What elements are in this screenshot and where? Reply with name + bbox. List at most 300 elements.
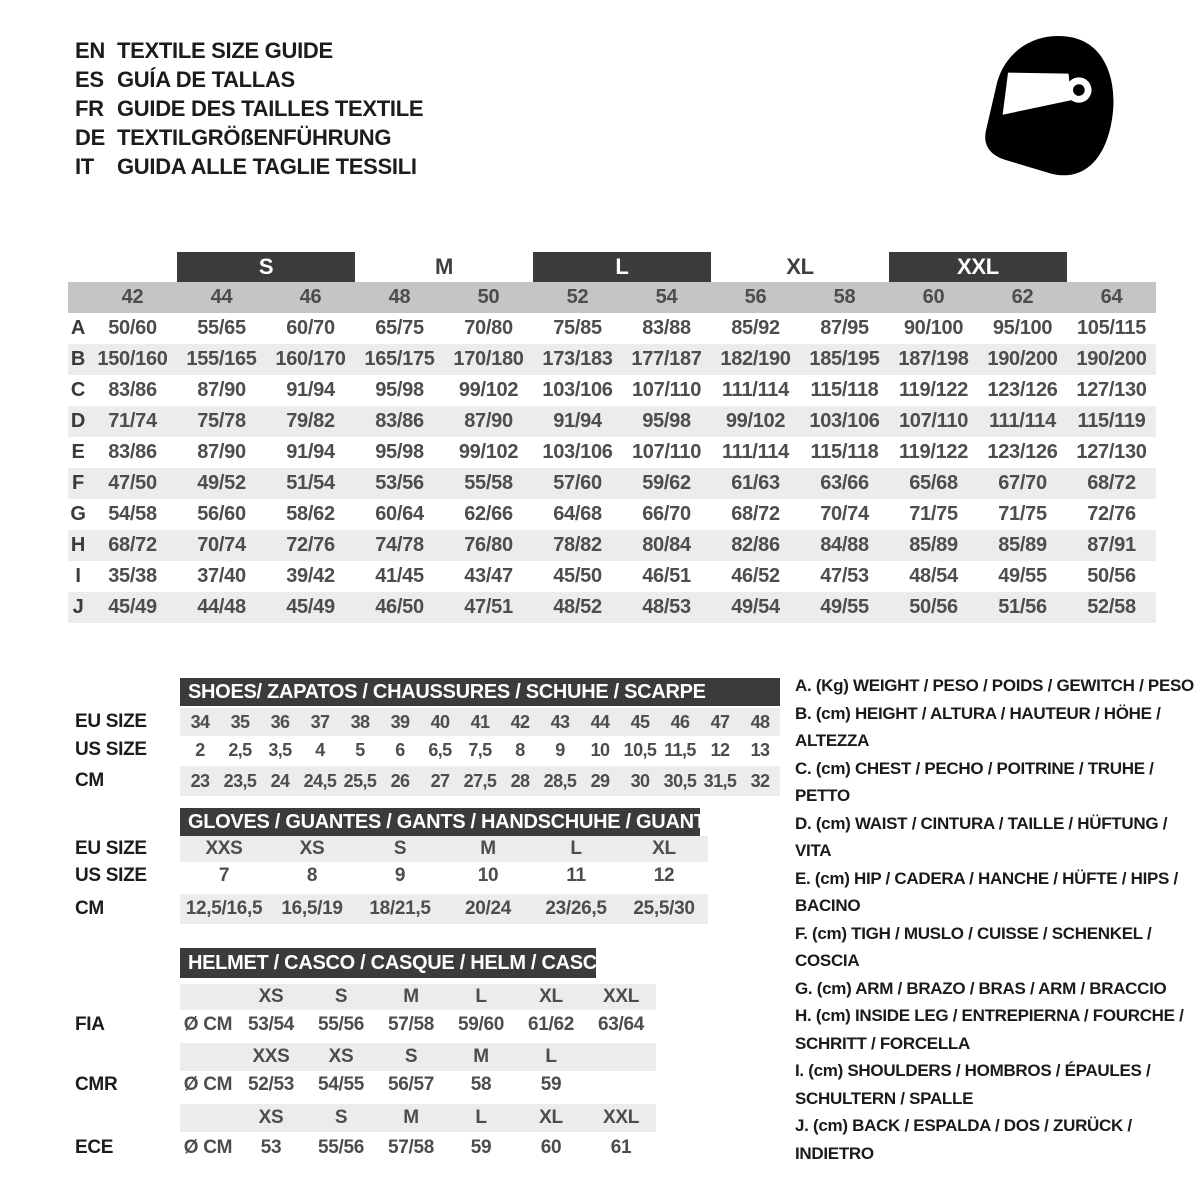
helmet-size: XXL — [602, 1107, 640, 1128]
shoe-eu-size: 42 — [510, 711, 530, 732]
measure-row-label: F — [72, 472, 84, 494]
shoe-eu-size: 46 — [670, 711, 690, 732]
measure-value: 155/165 — [186, 348, 257, 370]
shoe-eu-size: 40 — [430, 711, 450, 732]
helmet-size: M — [403, 1107, 419, 1128]
language-row — [75, 36, 423, 65]
measure-value: 95/100 — [992, 317, 1053, 339]
helmet-circumference: 55/56 — [317, 1137, 365, 1158]
shoes-cm-row — [180, 766, 780, 796]
helmet-ece-cm-row — [180, 1134, 656, 1162]
shoe-eu-size: 44 — [590, 711, 610, 732]
measure-value: 80/84 — [642, 534, 691, 556]
size-group-xl: XL — [786, 254, 814, 279]
shoe-cm-value: 23,5 — [223, 770, 257, 791]
legend-entry: J. (cm) BACK / ESPALDA / DOS / ZURÜCK / INDIETRO — [795, 1116, 1132, 1163]
measure-row-label: E — [71, 441, 85, 463]
measure-value: 95/98 — [375, 379, 424, 401]
helmet-size: M — [473, 1046, 489, 1067]
numeric-size: 60 — [922, 286, 945, 308]
legend-entry: H. (cm) INSIDE LEG / ENTREPIERNA / FOURCHE / SCHRITT / FORCELLA — [795, 1006, 1184, 1053]
helmet-fia-size-row — [180, 984, 656, 1010]
measure-value: 48/54 — [909, 565, 958, 587]
numeric-size: 54 — [655, 286, 678, 308]
shoe-cm-value: 30 — [630, 770, 650, 791]
measure-value: 99/102 — [458, 441, 519, 463]
measure-value: 68/72 — [108, 534, 157, 556]
glove-us-size: 12 — [653, 865, 675, 886]
language-code: EN — [75, 37, 105, 63]
numeric-size: 44 — [210, 286, 233, 308]
legend-entry: F. (cm) TIGH / MUSLO / CUISSE / SCHENKEL / COSCIA — [795, 923, 1152, 970]
shoe-us-size: 9 — [555, 739, 565, 760]
measure-value: 53/56 — [375, 472, 424, 494]
measure-value: 46/52 — [731, 565, 780, 587]
measure-value: 103/106 — [542, 379, 613, 401]
measure-value: 83/86 — [108, 379, 157, 401]
measure-value: 70/74 — [820, 503, 869, 525]
measure-value: 51/54 — [286, 472, 335, 494]
measure-value: 41/45 — [375, 565, 424, 587]
measure-value: 68/72 — [731, 503, 780, 525]
size-group-xxl: XXL — [889, 252, 1067, 282]
measure-value: 150/160 — [97, 348, 168, 370]
measure-row-label: B — [70, 348, 86, 370]
helmet-size: L — [545, 1046, 557, 1067]
helmet-size: XS — [258, 986, 284, 1007]
measure-value: 190/200 — [1076, 348, 1147, 370]
measure-value: 45/50 — [553, 565, 602, 587]
shoe-us-size: 2,5 — [228, 739, 252, 760]
legend-entry: C. (cm) CHEST / PECHO / POITRINE / TRUHE / PETTO — [795, 758, 1154, 805]
measure-value: 84/88 — [820, 534, 869, 556]
measure-value: 187/198 — [898, 348, 969, 370]
numeric-size: 56 — [744, 286, 767, 308]
language-row — [75, 123, 423, 152]
helmet-circumference: 52/53 — [247, 1074, 295, 1095]
measure-value: 43/47 — [464, 565, 513, 587]
helmet-size: S — [404, 1046, 418, 1067]
measure-value: 115/119 — [1077, 410, 1146, 432]
numeric-size: 46 — [299, 286, 322, 308]
measure-row-label: H — [70, 534, 86, 556]
helmet-ece-size-row — [180, 1104, 656, 1132]
helmet-circumference: 53 — [260, 1137, 282, 1158]
measure-value: 55/65 — [197, 317, 246, 339]
helmet-size: XL — [539, 986, 563, 1007]
measure-value: 119/122 — [898, 379, 969, 401]
numeric-size: 62 — [1011, 286, 1034, 308]
shoe-us-size: 8 — [515, 739, 525, 760]
measure-value: 35/38 — [108, 565, 157, 587]
measure-value: 71/75 — [909, 503, 958, 525]
legend-entry: D. (cm) WAIST / CINTURA / TAILLE / HÜFTUNG / VITA — [795, 813, 1168, 860]
measure-value: 83/88 — [642, 317, 691, 339]
shoes-us-size-row — [180, 736, 780, 764]
measure-value: 50/56 — [1087, 565, 1136, 587]
measure-value: 48/52 — [553, 596, 602, 618]
measure-value: 50/56 — [909, 596, 958, 618]
measure-value: 44/48 — [197, 596, 246, 618]
measure-value: 72/76 — [286, 534, 335, 556]
size-group-l: L — [533, 252, 711, 282]
measure-value: 47/51 — [464, 596, 513, 618]
measure-value: 115/118 — [810, 441, 879, 463]
shoe-eu-size: 47 — [710, 711, 730, 732]
measure-value: 76/80 — [464, 534, 513, 556]
measure-value: 105/115 — [1076, 317, 1147, 339]
measure-value: 49/55 — [820, 596, 869, 618]
measure-value: 85/89 — [998, 534, 1047, 556]
measure-value: 165/175 — [364, 348, 435, 370]
measure-value: 47/53 — [820, 565, 869, 587]
numeric-size: 50 — [477, 286, 500, 308]
glove-cm-value: 23/26,5 — [545, 898, 607, 919]
size-group-header-row — [68, 252, 1156, 282]
shoe-us-size: 12 — [710, 739, 730, 760]
helmet-circumference: 54/55 — [317, 1074, 365, 1095]
measure-value: 82/86 — [731, 534, 780, 556]
gloves-us-size-label: US SIZE — [75, 865, 147, 886]
shoe-eu-size: 48 — [750, 711, 770, 732]
measure-value: 55/58 — [464, 472, 513, 494]
measure-value: 95/98 — [375, 441, 424, 463]
measure-value: 75/85 — [553, 317, 602, 339]
shoe-us-size: 10,5 — [623, 739, 657, 760]
measure-value: 78/82 — [553, 534, 602, 556]
measure-value: 127/130 — [1076, 379, 1147, 401]
language-title-list — [75, 36, 423, 181]
language-code: FR — [75, 95, 104, 121]
helmet-unit: Ø CM — [183, 1014, 233, 1035]
measure-value: 45/49 — [108, 596, 157, 618]
measure-value: 70/80 — [464, 317, 513, 339]
measure-value: 83/86 — [375, 410, 424, 432]
helmet-circumference: 61/62 — [527, 1014, 575, 1035]
legend-entry: E. (cm) HIP / CADERA / HANCHE / HÜFTE / HIPS / BACINO — [795, 868, 1178, 915]
shoe-cm-value: 30,5 — [663, 770, 697, 791]
measure-row-a — [68, 313, 1156, 344]
shoes-eu-size-label: EU SIZE — [75, 711, 147, 732]
language-row — [75, 65, 423, 94]
glove-cm-value: 12,5/16,5 — [185, 898, 263, 919]
helmet-fia-label: FIA — [75, 1014, 105, 1035]
measure-value: 95/98 — [642, 410, 691, 432]
shoe-eu-size: 38 — [350, 711, 370, 732]
measure-value: 59/62 — [642, 472, 691, 494]
shoe-cm-value: 26 — [390, 770, 410, 791]
measure-value: 65/75 — [375, 317, 424, 339]
shoe-cm-value: 25,5 — [343, 770, 377, 791]
measure-row-i — [68, 561, 1156, 592]
helmet-section-title: HELMET / CASCO / CASQUE / HELM / CASCO — [180, 948, 596, 978]
measure-value: 51/56 — [998, 596, 1047, 618]
glove-cm-value: 16,5/19 — [281, 898, 343, 919]
measure-value: 119/122 — [898, 441, 969, 463]
shoe-cm-value: 27 — [430, 770, 450, 791]
shoe-us-size: 4 — [315, 739, 325, 760]
measure-value: 111/114 — [989, 410, 1056, 432]
measure-row-f — [68, 468, 1156, 499]
glove-cm-value: 25,5/30 — [633, 898, 695, 919]
measure-value: 72/76 — [1087, 503, 1136, 525]
measure-value: 190/200 — [987, 348, 1058, 370]
helmet-size: S — [334, 986, 348, 1007]
measure-value: 185/195 — [809, 348, 880, 370]
shoe-eu-size: 41 — [470, 711, 490, 732]
measure-row-d — [68, 406, 1156, 437]
shoe-cm-value: 31,5 — [703, 770, 737, 791]
measure-value: 99/102 — [458, 379, 519, 401]
measure-row-label: I — [75, 565, 81, 587]
measure-value: 107/110 — [898, 410, 969, 432]
measure-value: 66/70 — [642, 503, 691, 525]
shoes-cm-label: CM — [75, 770, 104, 791]
measure-value: 91/94 — [286, 441, 335, 463]
measure-value: 87/90 — [197, 441, 246, 463]
language-code: ES — [75, 66, 104, 92]
language-title: GUIDA ALLE TAGLIE TESSILI — [117, 153, 417, 179]
measure-value: 56/60 — [197, 503, 246, 525]
shoes-section-title: SHOES/ ZAPATOS / CHAUSSURES / SCHUHE / SCARPE — [180, 678, 780, 706]
helmet-circumference: 59/60 — [457, 1014, 505, 1035]
glove-eu-size: S — [393, 838, 407, 859]
measure-value: 50/60 — [108, 317, 157, 339]
shoe-eu-size: 34 — [190, 711, 210, 732]
racing-helmet-icon — [978, 28, 1126, 198]
helmet-size: XS — [258, 1107, 284, 1128]
helmet-fia-cm-row — [180, 1010, 656, 1040]
language-code: IT — [75, 153, 94, 179]
language-row — [75, 94, 423, 123]
shoe-us-size: 2 — [195, 739, 205, 760]
shoe-eu-size: 37 — [310, 711, 330, 732]
language-row — [75, 152, 423, 181]
glove-eu-size: XXS — [205, 838, 243, 859]
language-title: GUÍA DE TALLAS — [117, 66, 295, 92]
measure-value: 67/70 — [998, 472, 1047, 494]
measure-value: 46/51 — [642, 565, 691, 587]
shoe-cm-value: 23 — [190, 770, 210, 791]
shoe-cm-value: 32 — [750, 770, 770, 791]
measure-value: 85/92 — [731, 317, 780, 339]
gloves-cm-label: CM — [75, 898, 104, 919]
measure-value: 65/68 — [909, 472, 958, 494]
legend-entry: A. (Kg) WEIGHT / PESO / POIDS / GEWITCH / PESO — [795, 676, 1194, 695]
measure-value: 49/54 — [731, 596, 780, 618]
helmet-circumference: 57/58 — [387, 1014, 435, 1035]
measure-value: 54/58 — [108, 503, 157, 525]
helmet-circumference: 55/56 — [317, 1014, 365, 1035]
helmet-cmr-label: CMR — [75, 1074, 118, 1095]
gloves-us-size-row — [180, 862, 708, 890]
shoe-us-size: 5 — [355, 739, 365, 760]
shoe-cm-value: 29 — [590, 770, 610, 791]
shoe-eu-size: 35 — [230, 711, 250, 732]
helmet-cmr-cm-row — [180, 1071, 656, 1099]
helmet-cmr-size-row — [180, 1043, 656, 1071]
glove-cm-value: 20/24 — [464, 898, 512, 919]
glove-us-size: 9 — [394, 865, 406, 886]
helmet-size: XL — [539, 1107, 563, 1128]
measure-value: 75/78 — [197, 410, 246, 432]
gloves-section-title: GLOVES / GUANTES / GANTS / HANDSCHUHE / GUANTI — [180, 808, 700, 836]
numeric-size: 52 — [566, 286, 589, 308]
measure-value: 182/190 — [720, 348, 791, 370]
glove-eu-size: XS — [299, 838, 325, 859]
glove-cm-value: 18/21,5 — [369, 898, 431, 919]
shoe-cm-value: 28 — [510, 770, 530, 791]
shoe-eu-size: 43 — [550, 711, 570, 732]
measure-value: 99/102 — [725, 410, 786, 432]
measure-value: 62/66 — [464, 503, 513, 525]
measure-row-label: A — [70, 317, 86, 339]
numeric-size: 48 — [388, 286, 411, 308]
helmet-circumference: 60 — [540, 1137, 562, 1158]
measure-value: 74/78 — [375, 534, 424, 556]
size-group-s: S — [177, 252, 355, 282]
measure-value: 123/126 — [987, 441, 1058, 463]
helmet-circumference: 63/64 — [597, 1014, 645, 1035]
measure-value: 45/49 — [286, 596, 335, 618]
measure-value: 49/52 — [197, 472, 246, 494]
helmet-circumference: 56/57 — [387, 1074, 435, 1095]
shoe-us-size: 3,5 — [268, 739, 292, 760]
measure-value: 170/180 — [453, 348, 524, 370]
helmet-size: XS — [328, 1046, 354, 1067]
measure-value: 63/66 — [820, 472, 869, 494]
measure-row-label: C — [70, 379, 86, 401]
measure-value: 57/60 — [553, 472, 602, 494]
measure-value: 173/183 — [542, 348, 613, 370]
glove-eu-size: XL — [652, 838, 676, 859]
measure-value: 48/53 — [642, 596, 691, 618]
gloves-eu-size-row — [180, 836, 708, 862]
measure-row-label: G — [70, 503, 86, 525]
legend-entry: G. (cm) ARM / BRAZO / BRAS / ARM / BRACCIO — [795, 978, 1167, 998]
helmet-circumference: 61 — [610, 1137, 632, 1158]
glove-us-size: 8 — [306, 865, 318, 886]
measure-value: 115/118 — [810, 379, 879, 401]
measure-value: 47/50 — [108, 472, 157, 494]
helmet-ece-label: ECE — [75, 1137, 114, 1158]
shoe-cm-value: 24,5 — [303, 770, 337, 791]
measure-value: 39/42 — [286, 565, 335, 587]
helmet-size: XXS — [252, 1046, 290, 1067]
measure-value: 79/82 — [286, 410, 335, 432]
numeric-size-band — [68, 282, 1156, 313]
shoe-us-size: 11,5 — [664, 739, 696, 760]
measure-value: 90/100 — [903, 317, 964, 339]
measure-value: 71/75 — [998, 503, 1047, 525]
measure-row-j — [68, 592, 1156, 623]
shoe-us-size: 10 — [590, 739, 610, 760]
language-title: GUIDE DES TAILLES TEXTILE — [117, 95, 424, 121]
measure-value: 91/94 — [286, 379, 335, 401]
numeric-size: 64 — [1100, 286, 1123, 308]
gloves-eu-size-label: EU SIZE — [75, 838, 147, 859]
measure-value: 177/187 — [631, 348, 702, 370]
numeric-size: 42 — [121, 286, 144, 308]
numeric-size: 58 — [833, 286, 856, 308]
language-code: DE — [75, 124, 105, 150]
measure-value: 58/62 — [286, 503, 335, 525]
measure-value: 87/91 — [1087, 534, 1136, 556]
helmet-size: XXL — [602, 986, 640, 1007]
helmet-circumference: 57/58 — [387, 1137, 435, 1158]
measure-value: 68/72 — [1087, 472, 1136, 494]
measure-value: 107/110 — [631, 441, 702, 463]
glove-eu-size: M — [480, 838, 496, 859]
language-title: TEXTILE SIZE GUIDE — [117, 37, 333, 63]
helmet-size: L — [475, 1107, 487, 1128]
helmet-size: M — [403, 986, 419, 1007]
helmet-circumference: 58 — [470, 1074, 492, 1095]
measurement-legend — [795, 672, 1197, 1167]
shoe-cm-value: 28,5 — [543, 770, 577, 791]
measure-row-b — [68, 344, 1156, 375]
measure-value: 87/95 — [820, 317, 869, 339]
helmet-unit: Ø CM — [183, 1137, 233, 1158]
shoe-eu-size: 39 — [390, 711, 410, 732]
measurement-rows — [68, 313, 1156, 623]
measure-value: 160/170 — [275, 348, 346, 370]
measure-row-label: D — [70, 410, 86, 432]
measure-row-label: J — [72, 596, 84, 618]
size-group-m: M — [434, 254, 454, 279]
measure-value: 91/94 — [553, 410, 602, 432]
measure-value: 60/64 — [375, 503, 424, 525]
glove-us-size: 10 — [477, 865, 499, 886]
helmet-circumference: 59 — [540, 1074, 562, 1095]
language-title: TEXTILGRÖßENFÜHRUNG — [117, 124, 392, 150]
measure-value: 60/70 — [286, 317, 335, 339]
measure-value: 49/55 — [998, 565, 1047, 587]
measure-value: 87/90 — [197, 379, 246, 401]
helmet-size: L — [475, 986, 487, 1007]
measure-row-g — [68, 499, 1156, 530]
measure-value: 61/63 — [731, 472, 780, 494]
measure-value: 127/130 — [1076, 441, 1147, 463]
glove-eu-size: L — [570, 838, 582, 859]
shoe-eu-size: 45 — [630, 711, 650, 732]
textile-size-table — [68, 252, 1156, 623]
shoe-cm-value: 24 — [270, 770, 290, 791]
measure-value: 103/106 — [542, 441, 613, 463]
shoe-us-size: 13 — [750, 739, 770, 760]
shoe-us-size: 6,5 — [428, 739, 452, 760]
measure-row-c — [68, 375, 1156, 406]
measure-row-e — [68, 437, 1156, 468]
glove-us-size: 11 — [566, 865, 586, 886]
measure-value: 107/110 — [631, 379, 702, 401]
shoes-eu-size-row — [180, 708, 780, 736]
shoe-us-size: 7,5 — [468, 739, 492, 760]
measure-value: 87/90 — [464, 410, 513, 432]
measure-value: 37/40 — [197, 565, 246, 587]
measure-value: 85/89 — [909, 534, 958, 556]
measure-value: 83/86 — [108, 441, 157, 463]
measure-value: 123/126 — [987, 379, 1058, 401]
helmet-circumference: 59 — [470, 1137, 492, 1158]
measure-value: 111/114 — [722, 441, 789, 463]
measure-row-h — [68, 530, 1156, 561]
measure-value: 70/74 — [197, 534, 246, 556]
shoe-us-size: 6 — [395, 739, 405, 760]
measure-value: 64/68 — [553, 503, 602, 525]
measure-value: 52/58 — [1087, 596, 1136, 618]
helmet-circumference: 53/54 — [247, 1014, 295, 1035]
